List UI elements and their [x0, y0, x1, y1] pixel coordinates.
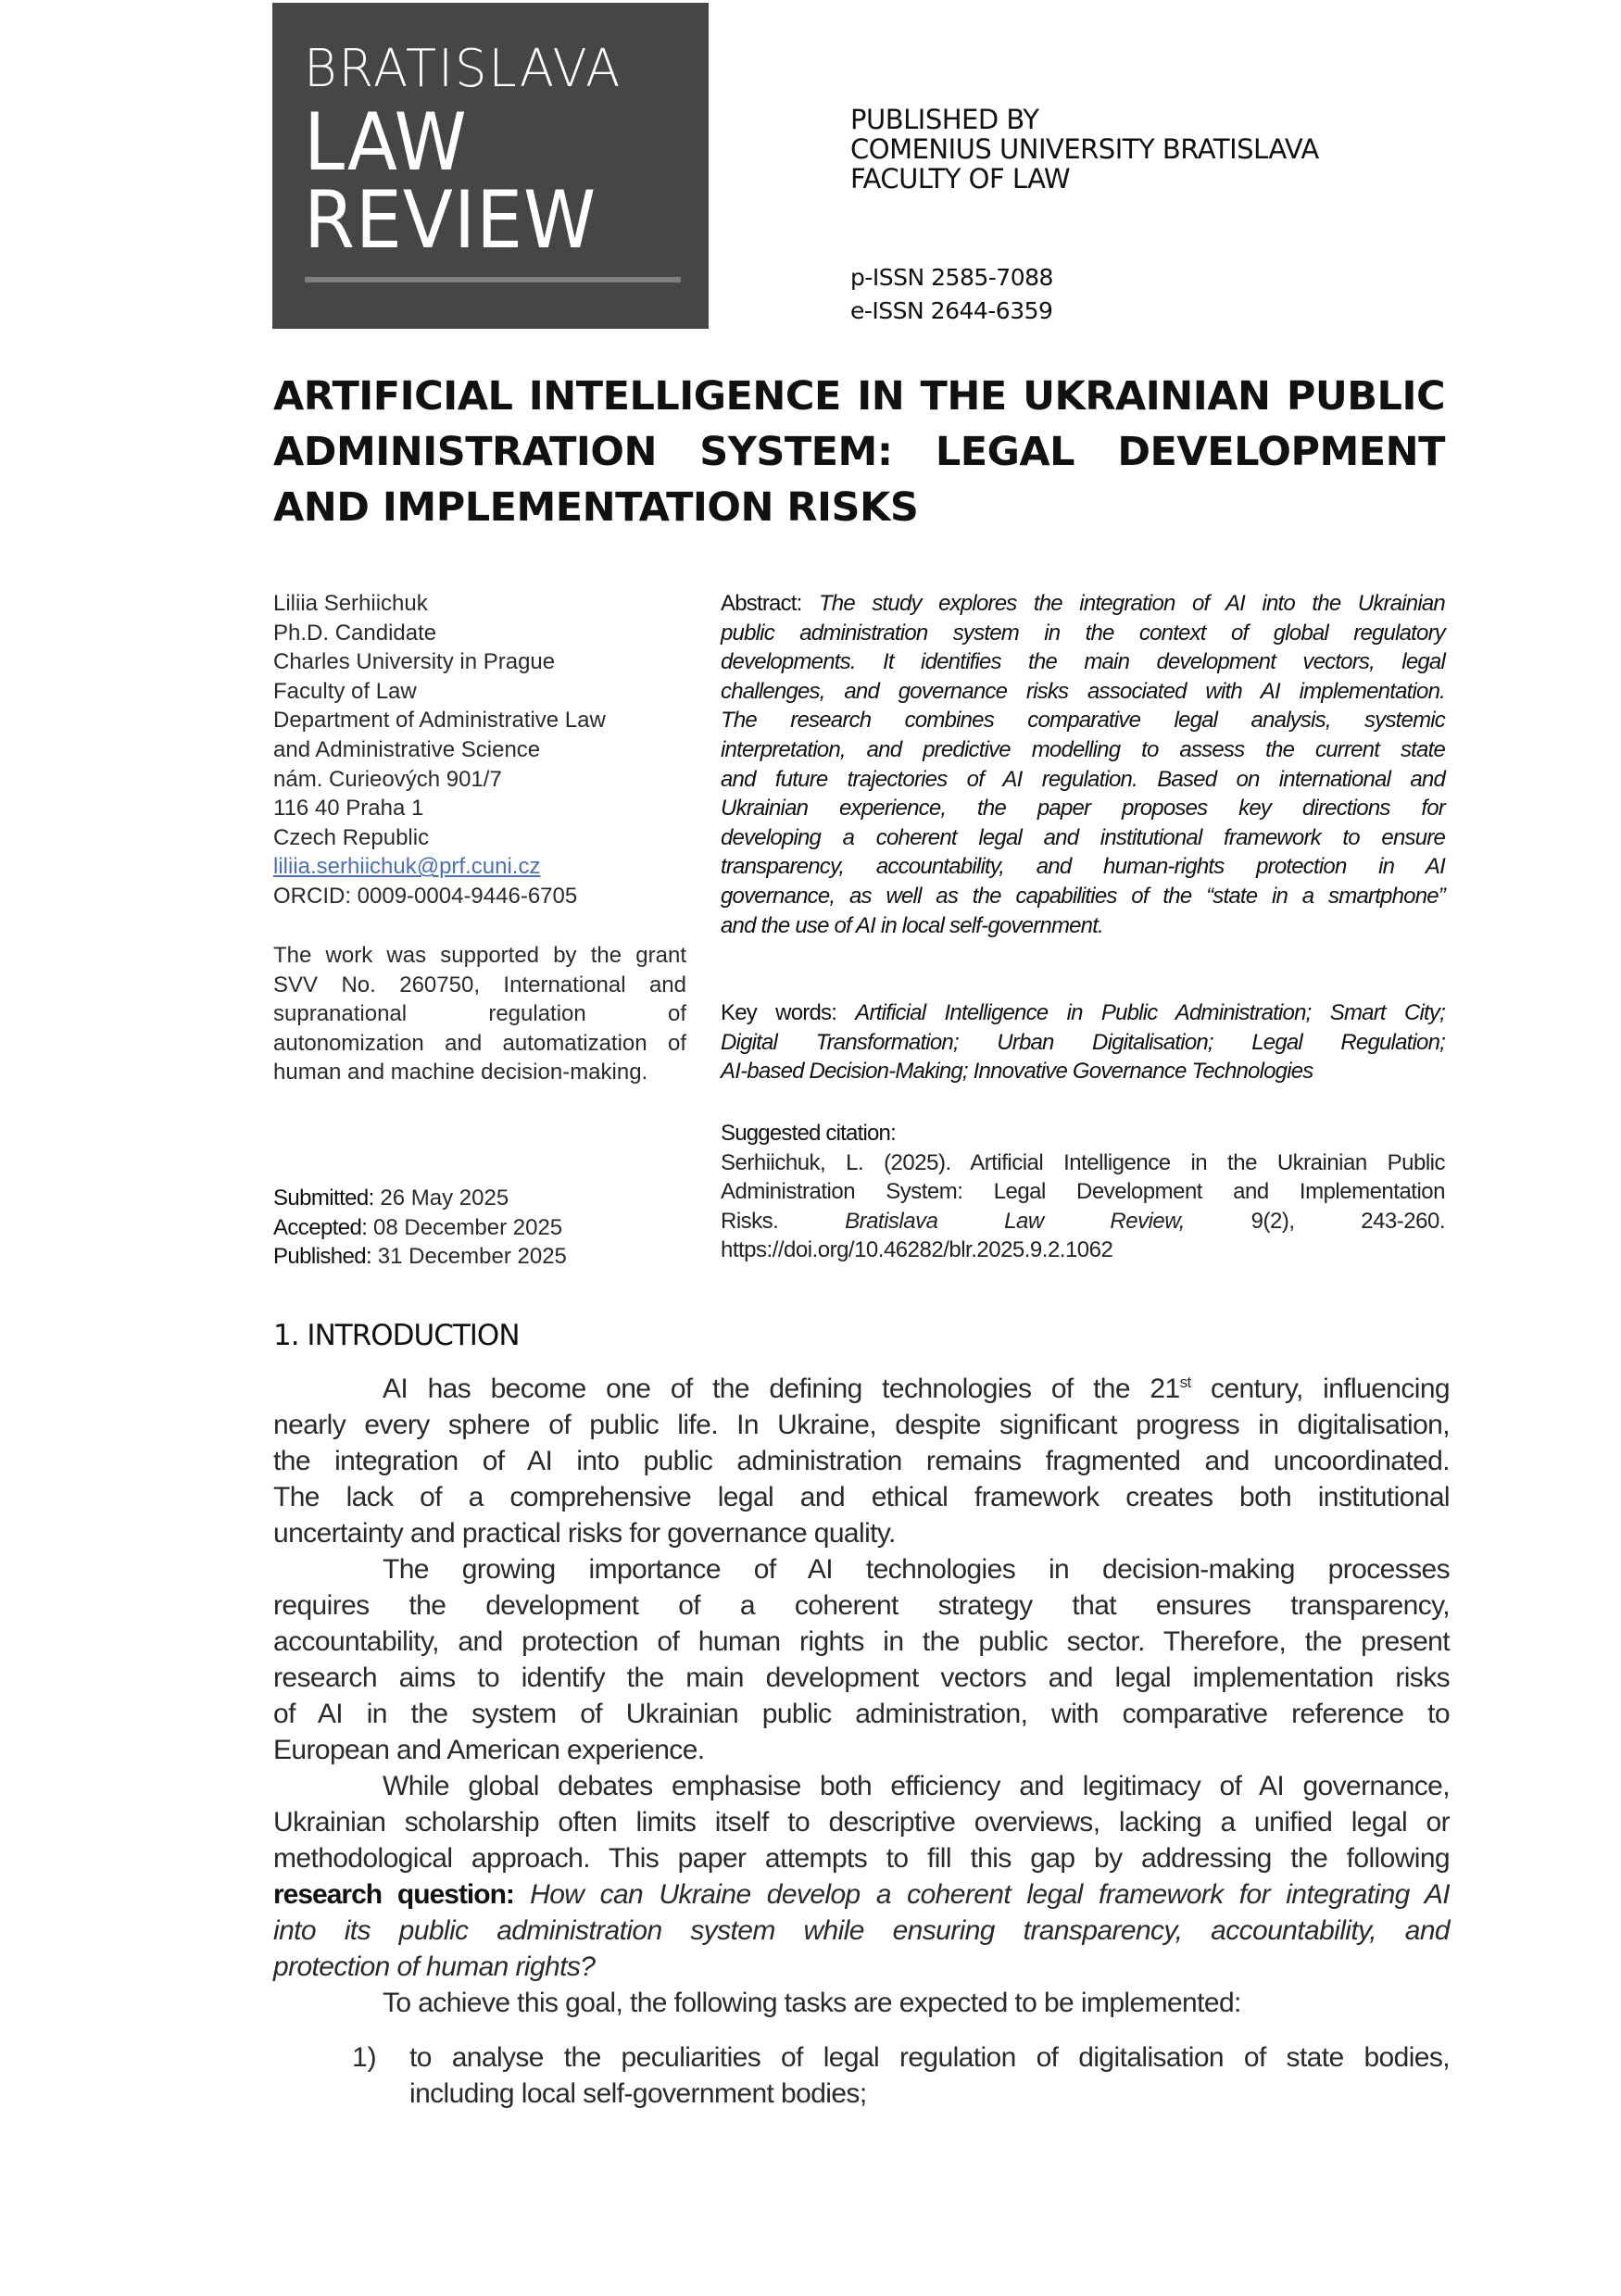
abstract-line	[721, 589, 1445, 619]
abstract-line: public administration system in the context of global regulatory	[721, 620, 1445, 646]
grant-line: human and machine decision-making.	[273, 1060, 648, 1085]
citation-journal: Bratislava Law Review,	[845, 1208, 1185, 1234]
abstract-line: developing a coherent legal and institutional framework to ensure	[721, 824, 1445, 850]
body-text: century, influencing	[1190, 1374, 1450, 1404]
keywords-line	[721, 998, 1445, 1028]
body-line	[273, 1371, 1450, 1407]
author-email-link[interactable]: liliia.serhiichuk@prf.cuni.cz	[273, 854, 541, 880]
abstract-label: Abstract:	[721, 591, 819, 616]
citation-doi[interactable]: https://doi.org/10.46282/blr.2025.9.2.1062	[721, 1237, 1113, 1263]
body-line: protection of human rights?	[273, 1951, 596, 1982]
abstract-line: interpretation, and predictive modelling to assess the current state	[721, 736, 1445, 762]
body-line: into its public administration system while ensuring transparency, accountability, and	[273, 1915, 1450, 1946]
accepted-date	[273, 1213, 567, 1243]
abstract	[721, 589, 1445, 940]
intro-paragraph-4	[273, 1985, 1450, 2021]
publisher-line: COMENIUS UNIVERSITY BRATISLAVA	[850, 133, 1319, 165]
body-line: requires the development of a coherent strategy that ensures transparency,	[273, 1590, 1450, 1621]
citation-pages: 243-260.	[1361, 1208, 1445, 1234]
author-university: Charles University in Prague	[273, 649, 556, 675]
ordinal-suffix: st	[1179, 1374, 1191, 1391]
keywords-line: AI-based Decision-Making; Innovative Governance Technologies	[721, 1059, 1313, 1085]
body-line: research aims to identify the main development vectors and legal implementation risks	[273, 1662, 1450, 1693]
author-name: Liliia Serhiichuk	[273, 591, 428, 616]
intro-paragraph-3	[273, 1768, 1450, 1985]
body-line: The growing importance of AI technologies in decision-making processes	[383, 1554, 1450, 1585]
citation-line: Administration System: Legal Development and Implementation	[721, 1179, 1445, 1205]
abstract-text: The study explores the integration of AI into the Ukrainian	[818, 591, 1445, 616]
submitted-date	[273, 1184, 567, 1213]
published-date	[273, 1242, 567, 1272]
keywords-label: Key words:	[721, 1000, 856, 1025]
body-text: AI has become one of the defining technologies of the 21	[383, 1374, 1180, 1404]
logo-line-bratislava: BRATISLAVA	[304, 39, 622, 99]
body-line: Ukrainian scholarship often limits itself to descriptive overviews, lacking a unified legal or	[273, 1807, 1450, 1838]
title-line: AND IMPLEMENTATION RISKS	[273, 484, 919, 531]
title-line: ARTIFICIAL INTELLIGENCE IN THE UKRAINIAN PUBLIC	[273, 373, 1445, 420]
accepted-value: 08 December 2025	[367, 1214, 563, 1240]
intro-paragraph-1	[273, 1371, 1450, 1551]
submission-dates	[273, 1184, 567, 1272]
logo-underline-bar	[305, 277, 681, 282]
body-line: uncertainty and practical risks for governance quality.	[273, 1518, 896, 1549]
grant-line: supranational regulation of	[273, 1001, 686, 1026]
abstract-line: Ukrainian experience, the paper proposes key directions for	[721, 796, 1445, 822]
author-department: and Administrative Science	[273, 736, 541, 762]
logo-line-law: LAW	[304, 96, 468, 189]
grant-line: autonomization and automatization of	[273, 1030, 686, 1056]
electronic-issn: e-ISSN 2644-6359	[850, 297, 1053, 324]
abstract-line: challenges, and governance risks associated with AI implementation.	[721, 678, 1445, 704]
author-street: nám. Curieových 901/7	[273, 766, 502, 792]
abstract-line: transparency, accountability, and human-rights protection in AI	[721, 854, 1445, 880]
grant-note	[273, 941, 686, 1087]
list-item-line: to analyse the peculiarities of legal regulation of digitalisation of state bodies,	[409, 2042, 1450, 2073]
published-label: Published:	[273, 1244, 372, 1270]
body-line: While global debates emphasise both efficiency and legitimacy of AI governance,	[383, 1771, 1450, 1801]
journal-logo	[272, 3, 709, 329]
title-line: ADMINISTRATION SYSTEM: LEGAL DEVELOPMENT	[273, 429, 1445, 475]
author-city: 116 40 Praha 1	[273, 796, 424, 822]
citation-volume: 9(2),	[1250, 1208, 1295, 1234]
published-value: 31 December 2025	[371, 1244, 567, 1270]
list-item-number: 1)	[352, 2042, 377, 2073]
grant-line: The work was supported by the grant	[273, 943, 686, 968]
research-question-label: research question:	[273, 1879, 514, 1910]
body-line: nearly every sphere of public life. In Ukraine, despite significant progress in digitalisation,	[273, 1410, 1450, 1440]
research-question-text: How can Ukraine develop a coherent legal framework for integrating AI	[513, 1879, 1450, 1910]
citation-line: Serhiichuk, L. (2025). Artificial Intelligence in the Ukrainian Public	[721, 1149, 1445, 1175]
citation-label: Suggested citation:	[721, 1121, 896, 1146]
body-line: The lack of a comprehensive legal and ethical framework creates both institutional	[273, 1482, 1450, 1512]
body-line: the integration of AI into public administration remains fragmented and uncoordinated.	[273, 1446, 1450, 1476]
abstract-line: and future trajectories of AI regulation. Based on international and	[721, 766, 1445, 792]
body-line: accountability, and protection of human rights in the public sector. Therefore, the present	[273, 1626, 1450, 1657]
author-orcid: ORCID: 0009-0004-9446-6705	[273, 883, 578, 909]
logo-line-review: REVIEW	[304, 174, 597, 267]
abstract-line: developments. It identifies the main development vectors, legal	[721, 649, 1445, 675]
print-issn: p-ISSN 2585-7088	[850, 264, 1053, 291]
intro-paragraph-2	[273, 1551, 1450, 1768]
keywords-text: Artificial Intelligence in Public Administration; Smart City;	[855, 1000, 1445, 1025]
body-line: To achieve this goal, the following tasks are expected to be implemented:	[383, 1988, 1241, 2018]
publisher-block	[850, 105, 1319, 194]
submitted-value: 26 May 2025	[373, 1186, 509, 1211]
author-affiliation	[273, 589, 690, 911]
suggested-citation	[721, 1119, 1445, 1265]
author-faculty: Faculty of Law	[273, 678, 417, 704]
list-item-line: including local self-government bodies;	[409, 2078, 867, 2109]
author-country: Czech Republic	[273, 824, 430, 850]
publisher-line: PUBLISHED BY	[850, 104, 1039, 135]
section-heading-introduction: 1. INTRODUCTION	[273, 1319, 520, 1352]
author-department: Department of Administrative Law	[273, 708, 606, 734]
body-line: of AI in the system of Ukrainian public administration, with comparative reference to	[273, 1699, 1450, 1729]
publisher-line: FACULTY OF LAW	[850, 163, 1071, 194]
abstract-line: The research combines comparative legal analysis, systemic	[721, 708, 1445, 734]
body-line	[273, 1876, 1450, 1913]
accepted-label: Accepted:	[273, 1214, 368, 1240]
abstract-line: and the use of AI in local self-government.	[721, 912, 1103, 938]
citation-risks: Risks.	[721, 1208, 779, 1234]
body-line: methodological approach. This paper attempts to fill this gap by addressing the following	[273, 1843, 1450, 1874]
issn-block	[850, 261, 1053, 328]
article-title	[273, 369, 1445, 535]
grant-line: SVV No. 260750, International and	[273, 972, 686, 997]
body-line: European and American experience.	[273, 1735, 705, 1765]
keywords-line: Digital Transformation; Urban Digitalisation; Legal Regulation;	[721, 1029, 1445, 1055]
list-item	[409, 2039, 1450, 2112]
submitted-label: Submitted:	[273, 1186, 374, 1211]
citation-line	[721, 1207, 1445, 1236]
author-position: Ph.D. Candidate	[273, 620, 437, 646]
keywords	[721, 998, 1445, 1086]
abstract-line: governance, as well as the capabilities of the “state in a smartphone”	[721, 883, 1445, 909]
